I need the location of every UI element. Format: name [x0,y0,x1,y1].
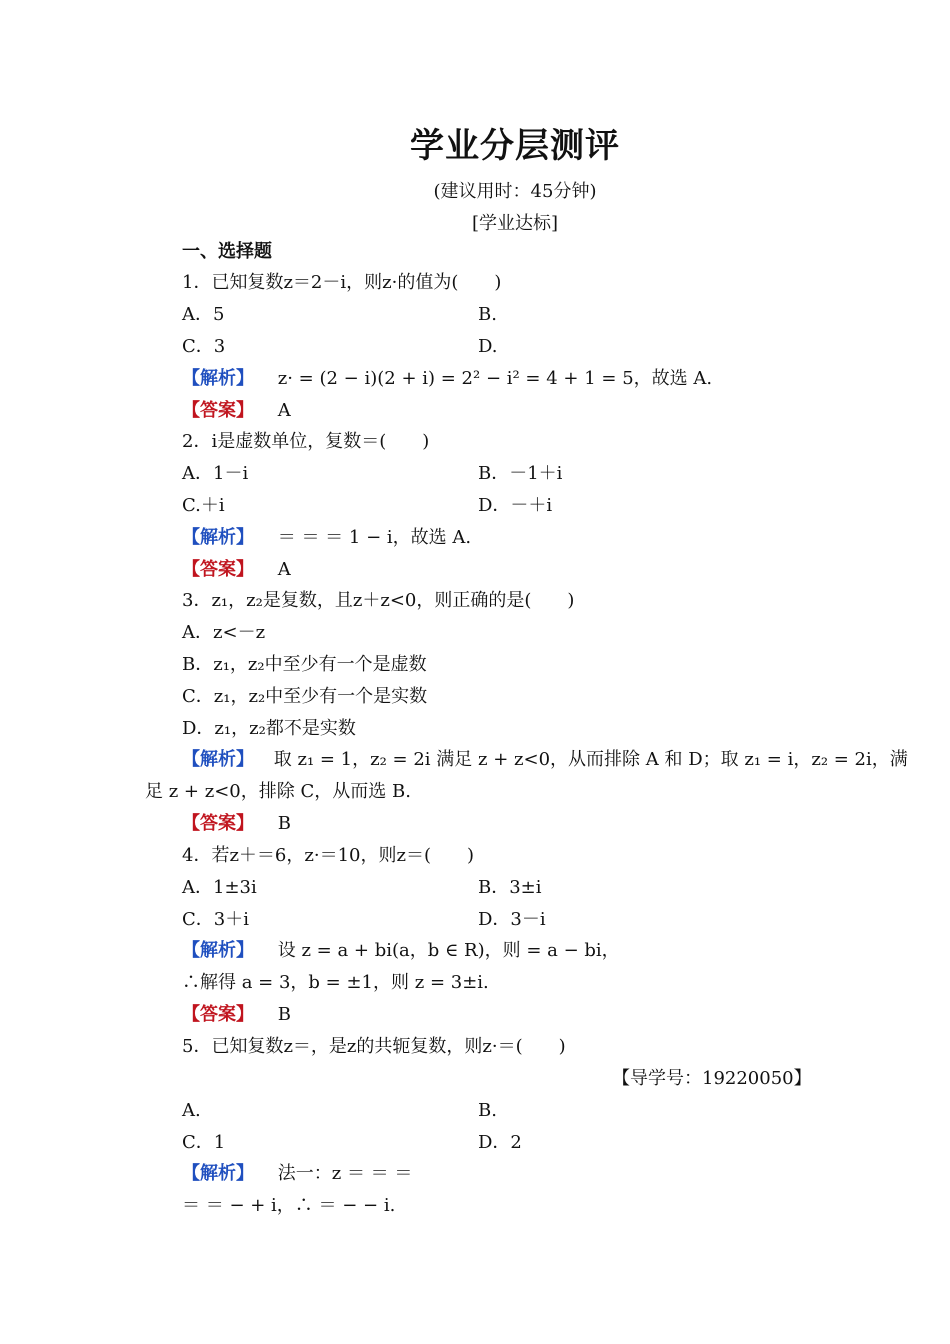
q3-option-a: A．z<－z [182,622,266,643]
q2-answer [182,559,291,581]
time-note: (建议用时：45分钟) [433,181,597,202]
analysis-text: z· = (2 − i)(2 + i) = 2² − i² = 4 + 1 = 5，故选 A. [277,368,713,389]
analysis-label: 【解析】 [182,940,254,961]
q2-option-d: D．－＋i [478,495,553,516]
answer-text: A [277,400,291,421]
analysis-text: 取 z₁ = 1，z₂ = 2i 满足 z + z<0，从而排除 A 和 D；取 z₁ = i，z₂ = 2i，满 [273,749,908,770]
q2-analysis [182,527,471,549]
q2-stem: 2．i是虚数单位，复数＝( ) [182,431,430,452]
q5-guide-number: 【导学号：19220050】 [612,1068,812,1089]
q4-option-b: B．3±i [478,877,542,898]
answer-label: 【答案】 [182,400,254,421]
answer-text: B [277,1004,291,1025]
analysis-text: 法一：z ＝ ＝ ＝ [277,1163,413,1184]
q1-option-b: B. [478,304,497,325]
q4-analysis-cont: ∴解得 a = 3，b = ±1，则 z = 3±i. [182,972,489,993]
q3-option-b: B．z₁，z₂中至少有一个是虚数 [182,654,427,675]
q1-answer [182,400,291,422]
q5-option-d: D．2 [478,1132,522,1153]
q3-option-c: C．z₁，z₂中至少有一个是实数 [182,686,428,707]
q4-option-c: C．3＋i [182,909,249,930]
analysis-label: 【解析】 [182,749,254,770]
q1-option-a: A．5 [182,304,225,325]
section-heading: [学业达标] [471,213,559,234]
q5-analysis-cont: ＝ ＝ − + i，∴ ＝ − − i. [182,1195,396,1216]
q2-option-c: C.＋i [182,495,225,516]
analysis-label: 【解析】 [182,368,254,389]
q5-option-a: A. [182,1100,201,1121]
q3-stem: 3．z₁，z₂是复数，且z＋z<0，则正确的是( ) [182,590,575,611]
q1-analysis [182,368,712,390]
answer-text: A [277,559,291,580]
q4-option-d: D．3－i [478,909,546,930]
q3-answer [182,813,291,835]
q4-stem: 4．若z＋＝6，z·＝10，则z＝( ) [182,845,475,866]
q5-analysis [182,1163,412,1185]
q5-option-b: B. [478,1100,497,1121]
analysis-label: 【解析】 [182,1163,254,1184]
q1-option-d: D. [478,336,498,357]
page-title: 学业分层测评 [410,126,620,166]
q3-analysis [182,749,908,771]
analysis-text: 设 z = a + bi(a，b ∈ R)，则 = a − bi， [277,940,620,961]
q5-option-c: C．1 [182,1132,226,1153]
answer-label: 【答案】 [182,559,254,580]
part-heading: 一、选择题 [182,241,272,262]
analysis-text: ＝ ＝ ＝ 1 − i，故选 A. [277,527,472,548]
q4-analysis [182,940,620,962]
answer-label: 【答案】 [182,813,254,834]
q2-option-a: A．1－i [182,463,249,484]
analysis-label: 【解析】 [182,527,254,548]
q3-option-d: D．z₁，z₂都不是实数 [182,718,356,739]
q5-stem: 5．已知复数z＝，是z的共轭复数，则z·＝( ) [182,1036,566,1057]
q2-option-b: B．－1＋i [478,463,563,484]
answer-label: 【答案】 [182,1004,254,1025]
q4-answer [182,1004,291,1026]
q1-option-c: C．3 [182,336,226,357]
q3-analysis-cont: 足 z + z<0，排除 C，从而选 B. [145,781,411,802]
answer-text: B [277,813,291,834]
q1-stem: 1．已知复数z＝2－i，则z·的值为( ) [182,272,502,293]
q4-option-a: A．1±3i [182,877,257,898]
